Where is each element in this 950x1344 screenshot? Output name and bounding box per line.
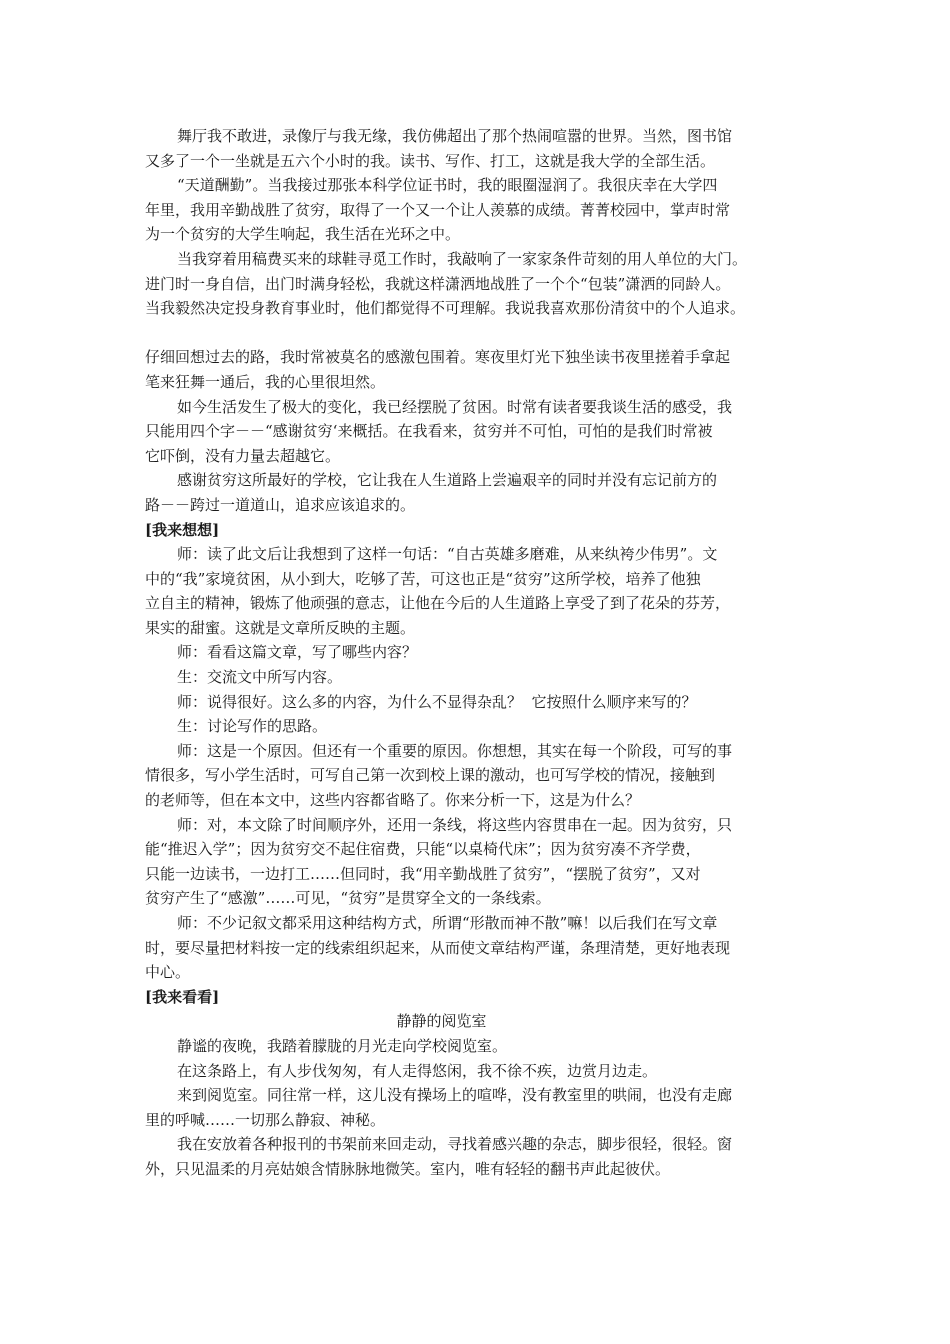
text-line: 当我穿着用稿费买来的球鞋寻觅工作时，我敲响了一家家条件苛刻的用人单位的大门。 <box>177 249 748 268</box>
text-line: 师：看看这篇文章，写了哪些内容？ <box>177 643 418 662</box>
text-line: 为一个贫穷的大学生响起，我生活在光环之中。 <box>145 225 461 244</box>
text-line: 只能一边读书，一边打工……但同时，我“用辛勤战胜了贫穷”，“摆脱了贫穷”，又对 <box>145 864 701 883</box>
text-line: 感谢贫穷这所最好的学校，它让我在人生道路上尝遍艰辛的同时并没有忘记前方的 <box>177 471 718 490</box>
text-line: 生：讨论写作的思路。 <box>177 717 328 736</box>
text-line: 生：交流文中所写内容。 <box>177 668 343 687</box>
text-line: 师：对，本文除了时间顺序外，还用一条线，将这些内容贯串在一起。因为贫穷，只 <box>177 815 733 834</box>
text-line: 师：不少记叙文都采用这种结构方式，所谓“形散而神不散”嘛！以后我们在写文章 <box>177 914 718 932</box>
paragraph <box>145 665 810 690</box>
text-line: 它吓倒，没有力量去超越它。 <box>145 446 341 465</box>
paragraph <box>145 714 810 739</box>
text-line: 时，要尽量把材料按一定的线索组织起来，从而使文章结构严谨，条理清楚，更好地表现 <box>145 938 731 957</box>
text-line: 如今生活发生了极大的变化，我已经摆脱了贫困。时常有读者要我谈生活的感受，我 <box>177 397 733 416</box>
essay-title-text: 静静的阅览室 <box>396 1012 487 1031</box>
paragraph <box>145 1034 810 1059</box>
text-line: 师：说得很好。这么多的内容，为什么不显得杂乱？ 它按照什么顺序来写的？ <box>177 692 697 711</box>
text-line: 里的呼喊……一切那么静寂、神秘。 <box>145 1110 386 1129</box>
text-line: 师：读了此文后让我想到了这样一句话：“自古英雄多磨难，从来纨袴少伟男”。文 <box>177 545 718 564</box>
blank-line <box>145 321 810 346</box>
paragraph <box>145 1132 810 1181</box>
text-line: 只能用四个字－－“感谢贫穷‘来概括。在我看来，贫穷并不可怕，可怕的是我们时常被 <box>145 422 713 441</box>
text-line: 中的“我”家境贫困，从小到大，吃够了苦，可这也正是“贫穷”这所学校，培养了他独 <box>145 569 701 588</box>
paragraph <box>145 345 810 394</box>
text-line: 仔细回想过去的路，我时常被莫名的感激包围着。寒夜里灯光下独坐读书夜里搓着手拿起 <box>145 348 731 367</box>
text-line: 静谧的夜晚，我踏着朦胧的月光走向学校阅览室。 <box>177 1036 508 1055</box>
paragraph <box>145 124 810 173</box>
section-heading-see: [我来看看] <box>145 987 220 1006</box>
text-line: “天道酬勤”。当我接过那张本科学位证书时，我的眼圈湿润了。我很庆幸在大学四 <box>177 176 718 195</box>
paragraph <box>145 468 810 517</box>
text-line: 笔来狂舞一通后，我的心里很坦然。 <box>145 372 386 391</box>
text-line: 情很多，写小学生活时，可写自己第一次到校上课的激动，也可写学校的情况，接触到 <box>145 766 716 785</box>
paragraph <box>145 1059 810 1084</box>
paragraph <box>145 813 810 911</box>
text-line: 的老师等，但在本文中，这些内容都省略了。你来分析一下，这是为什么？ <box>145 791 641 810</box>
text-line: 路－－跨过一道道山，追求应该追求的。 <box>145 495 416 514</box>
text-line: 中心。 <box>145 963 191 982</box>
text-line: 舞厅我不敢进，录像厅与我无缘，我仿佛超出了那个热闹喧嚣的世界。当然，图书馆 <box>177 127 733 145</box>
paragraph <box>145 173 810 247</box>
paragraph <box>145 395 810 469</box>
text-line: 能“推迟入学”；因为贫穷交不起住宿费，只能“以桌椅代床”；因为贫穷凑不齐学费， <box>145 840 701 859</box>
text-line: 外，只见温柔的月亮姑娘含情脉脉地微笑。室内，唯有轻轻的翻书声此起彼伏。 <box>145 1159 671 1178</box>
text-line: 又多了一个一坐就是五六个小时的我。读书、写作、打工，这就是我大学的全部生活。 <box>145 151 716 170</box>
section-heading-think: [我来想想] <box>145 520 220 539</box>
paragraph <box>145 640 810 665</box>
text-line: 立自主的精神，锻炼了他顽强的意志，让他在今后的人生道路上享受了到了花朵的芬芳， <box>145 594 731 613</box>
paragraph <box>145 739 810 813</box>
paragraph <box>145 911 810 985</box>
document-body <box>145 124 810 1182</box>
paragraph <box>145 247 810 321</box>
text-line: 进门时一身自信，出门时满身轻松，我就这样潇洒地战胜了一个个“包装”潇洒的同龄人。 <box>145 274 731 293</box>
paragraph <box>145 1083 810 1132</box>
paragraph <box>145 542 810 640</box>
text-line: 贫穷产生了“感激”……可见，“贫穷”是贯穿全文的一条线索。 <box>145 889 551 908</box>
text-line: 年里，我用辛勤战胜了贫穷，取得了一个又一个让人羡慕的成绩。菁菁校园中，掌声时常 <box>145 200 731 219</box>
text-line: 果实的甜蜜。这就是文章所反映的主题。 <box>145 618 416 637</box>
text-line: 当我毅然决定投身教育事业时，他们都觉得不可理解。我说我喜欢那份清贫中的个人追求。 <box>145 299 746 318</box>
paragraph <box>145 690 810 715</box>
text-line: 来到阅览室。同往常一样，这儿没有操场上的喧哗，没有教室里的哄闹，也没有走廊 <box>177 1086 733 1105</box>
essay-title <box>145 1009 810 1034</box>
text-line: 师：这是一个原因。但还有一个重要的原因。你想想，其实在每一个阶段，可写的事 <box>177 741 733 760</box>
text-line: 我在安放着各种报刊的书架前来回走动，寻找着感兴趣的杂志，脚步很轻，很轻。窗 <box>177 1135 733 1154</box>
text-line: 在这条路上，有人步伐匆匆，有人走得悠闲，我不徐不疾，边赏月边走。 <box>177 1061 658 1080</box>
